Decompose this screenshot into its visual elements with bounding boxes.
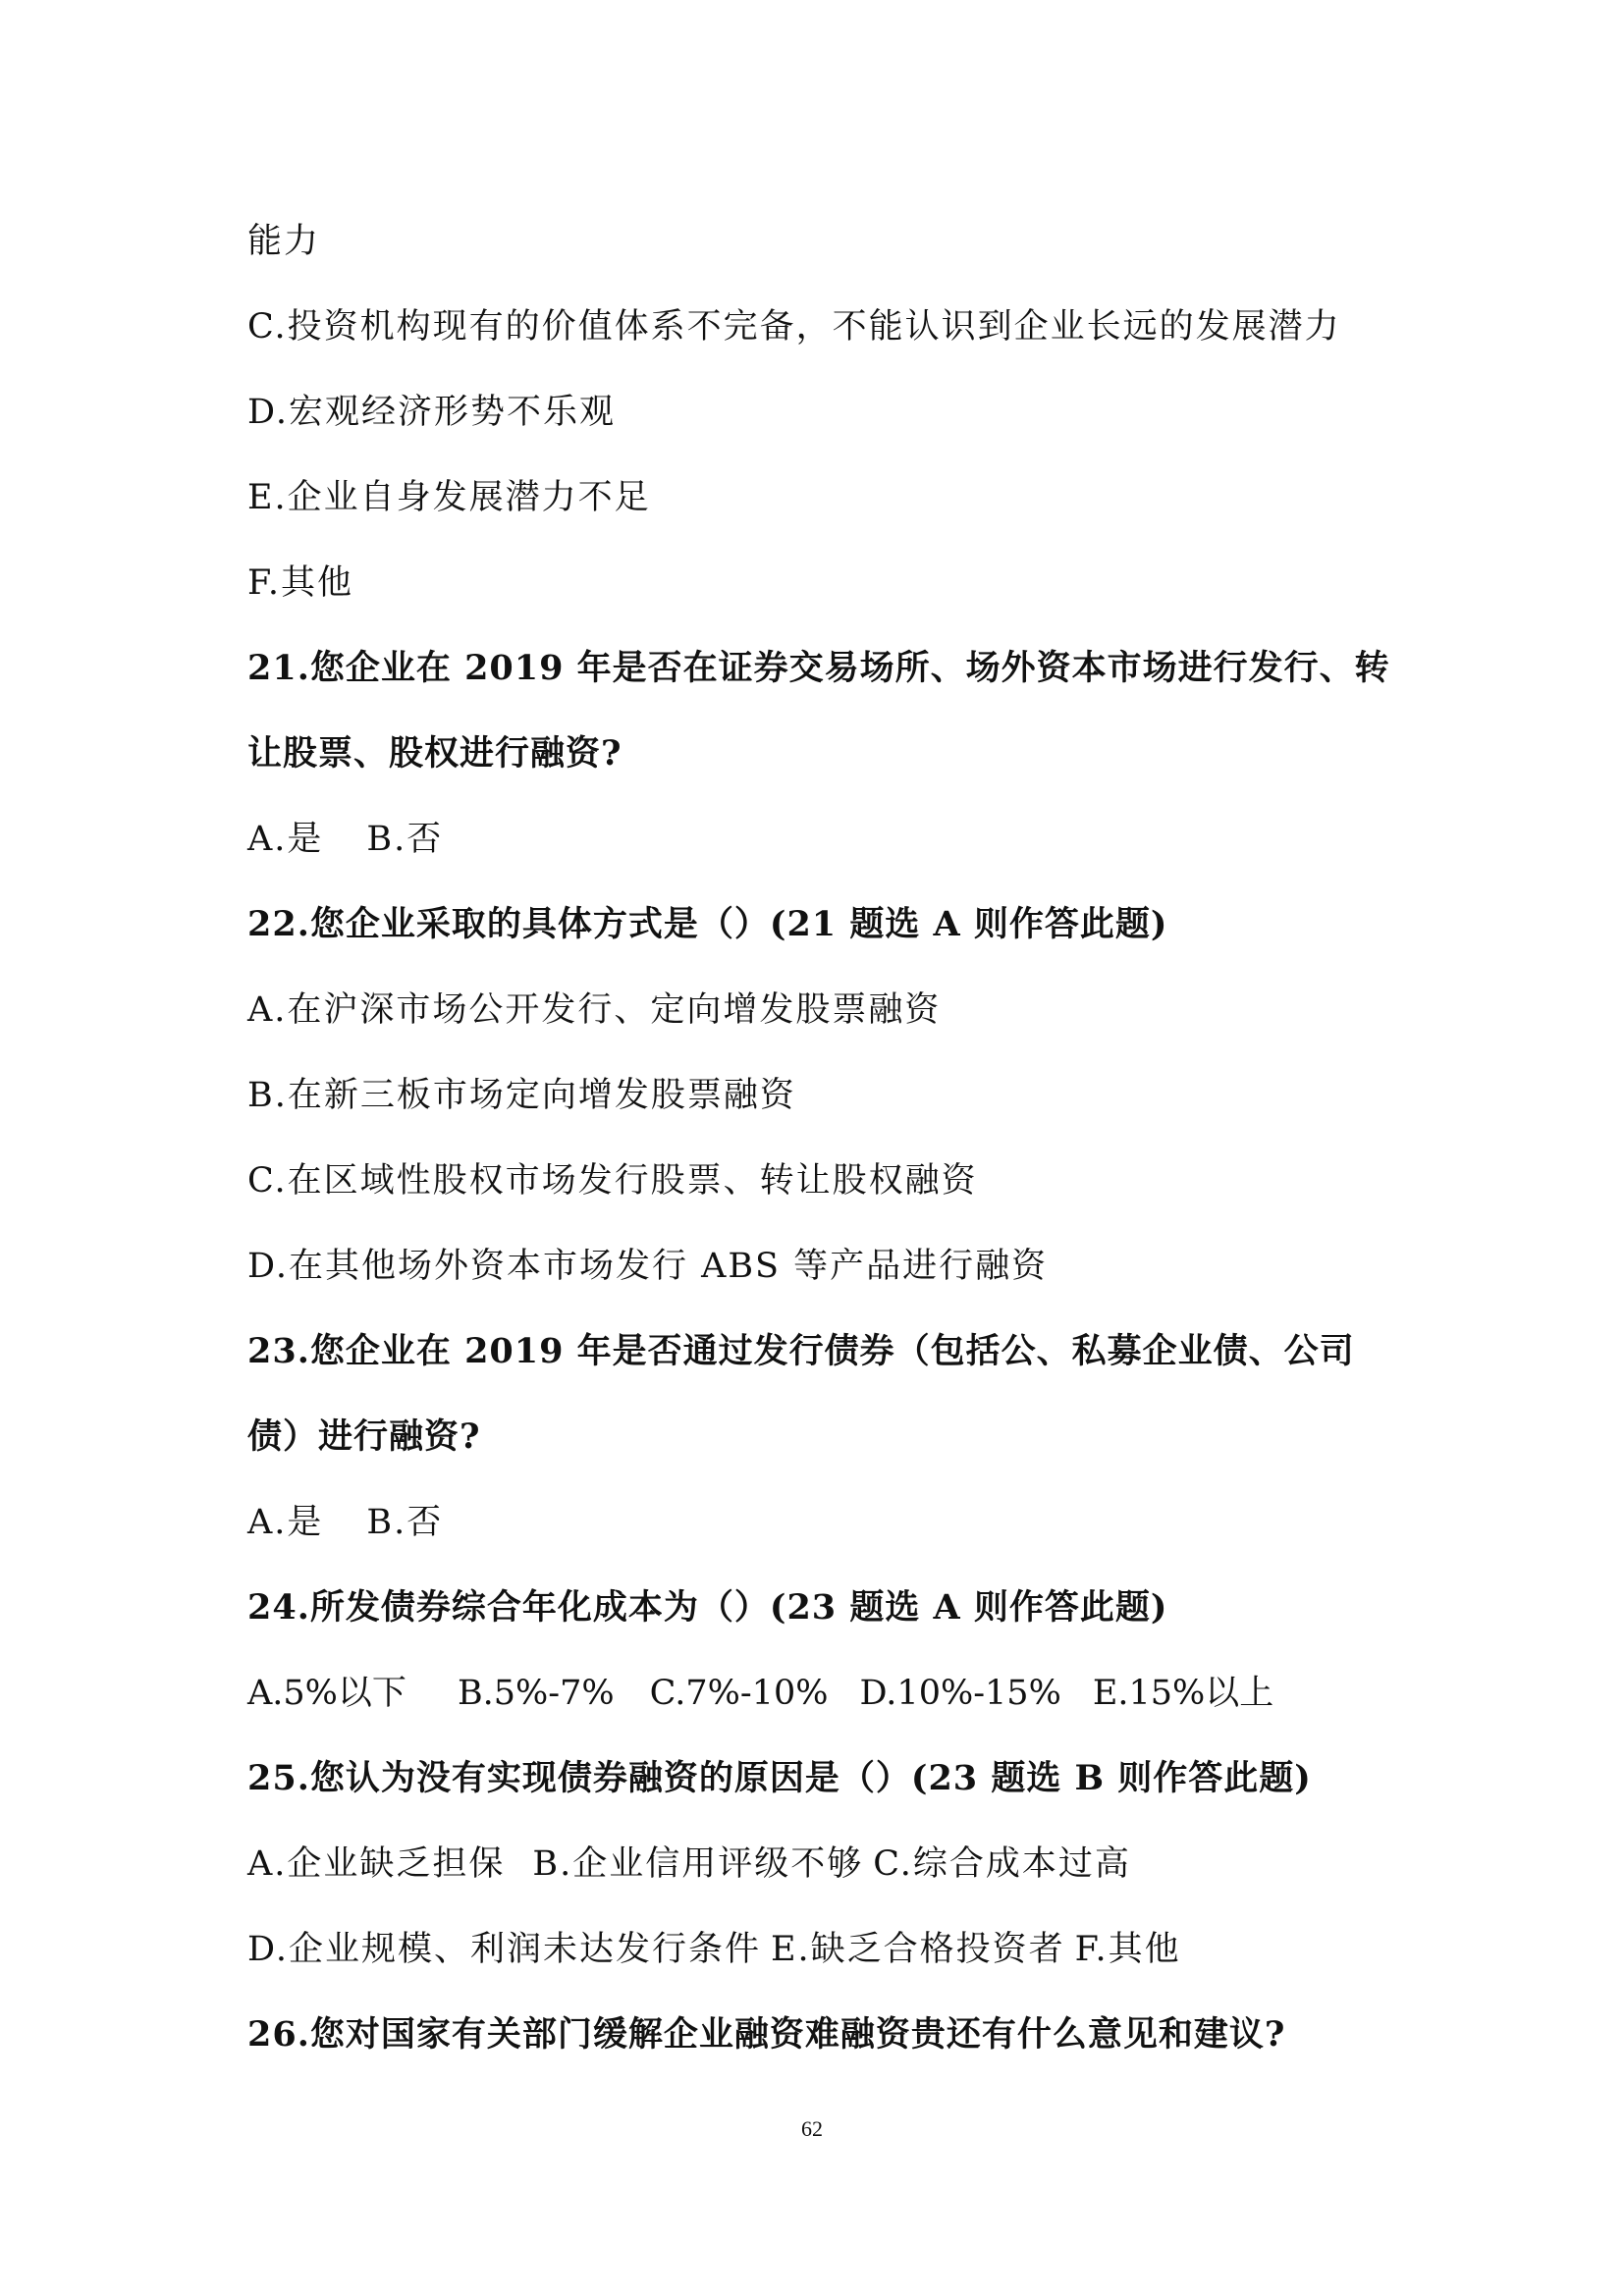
question-24: 24.所发债券综合年化成本为（）(23 题选 A 则作答此题) (247, 1587, 1168, 1628)
question-25-options-row-2 (247, 1928, 1181, 1971)
option-e: E.企业自身发展潜力不足 (247, 478, 651, 517)
q24-option-e: E.15%以上 (1092, 1674, 1274, 1713)
option-d: D.宏观经济形势不乐观 (247, 393, 616, 432)
q22-option-d: D.在其他场外资本市场发行 ABS 等产品进行融资 (247, 1247, 1049, 1286)
question-21-line-1: 21.您企业在 2019 年是否在证券交易场所、场外资本市场进行发行、转 (247, 648, 1390, 688)
question-24-options (247, 1672, 1273, 1715)
q24-option-c: C.7%-10% (649, 1674, 829, 1713)
q25-option-d: D.企业规模、利润未达发行条件 (247, 1930, 761, 1969)
q21-option-no: B.否 (366, 820, 444, 859)
q24-option-a: A.5%以下 (247, 1674, 406, 1713)
page-number: 62 (801, 2116, 823, 2141)
question-21-options (247, 818, 443, 861)
question-22: 22.您企业采取的具体方式是（）(21 题选 A 则作答此题) (247, 904, 1168, 944)
q25-option-b: B.企业信用评级不够 (532, 1844, 864, 1884)
q24-option-b: B.5%-7% (457, 1674, 615, 1713)
q24-option-d: D.10%-15% (859, 1674, 1061, 1713)
question-25: 25.您认为没有实现债券融资的原因是（）(23 题选 B 则作答此题) (247, 1758, 1312, 1798)
question-21-line-2: 让股票、股权进行融资? (247, 733, 623, 774)
question-23-line-2: 债）进行融资? (247, 1416, 481, 1457)
question-23-line-1: 23.您企业在 2019 年是否通过发行债券（包括公、私募企业债、公司 (247, 1331, 1355, 1371)
q23-option-yes: A.是 (247, 1503, 324, 1542)
question-26: 26.您对国家有关部门缓解企业融资难融资贵还有什么意见和建议? (247, 2014, 1286, 2055)
q23-option-no: B.否 (366, 1503, 444, 1542)
option-c: C.投资机构现有的价值体系不完备，不能认识到企业长远的发展潜力 (247, 307, 1341, 347)
q25-option-e: E.缺乏合格投资者 (770, 1930, 1065, 1969)
q25-option-c: C.综合成本过高 (873, 1844, 1131, 1884)
q22-option-b: B.在新三板市场定向增发股票融资 (247, 1076, 796, 1115)
q22-option-c: C.在区域性股权市场发行股票、转让股权融资 (247, 1161, 978, 1201)
q22-option-a: A.在沪深市场公开发行、定向增发股票融资 (247, 990, 942, 1030)
continued-option-text: 能力 (247, 222, 321, 261)
question-25-options-row-1 (247, 1842, 1131, 1886)
q25-option-f: F.其他 (1074, 1930, 1181, 1969)
q21-option-yes: A.是 (247, 820, 324, 859)
question-23-options (247, 1501, 443, 1544)
option-f: F.其他 (247, 563, 353, 603)
q25-option-a: A.企业缺乏担保 (247, 1844, 506, 1884)
